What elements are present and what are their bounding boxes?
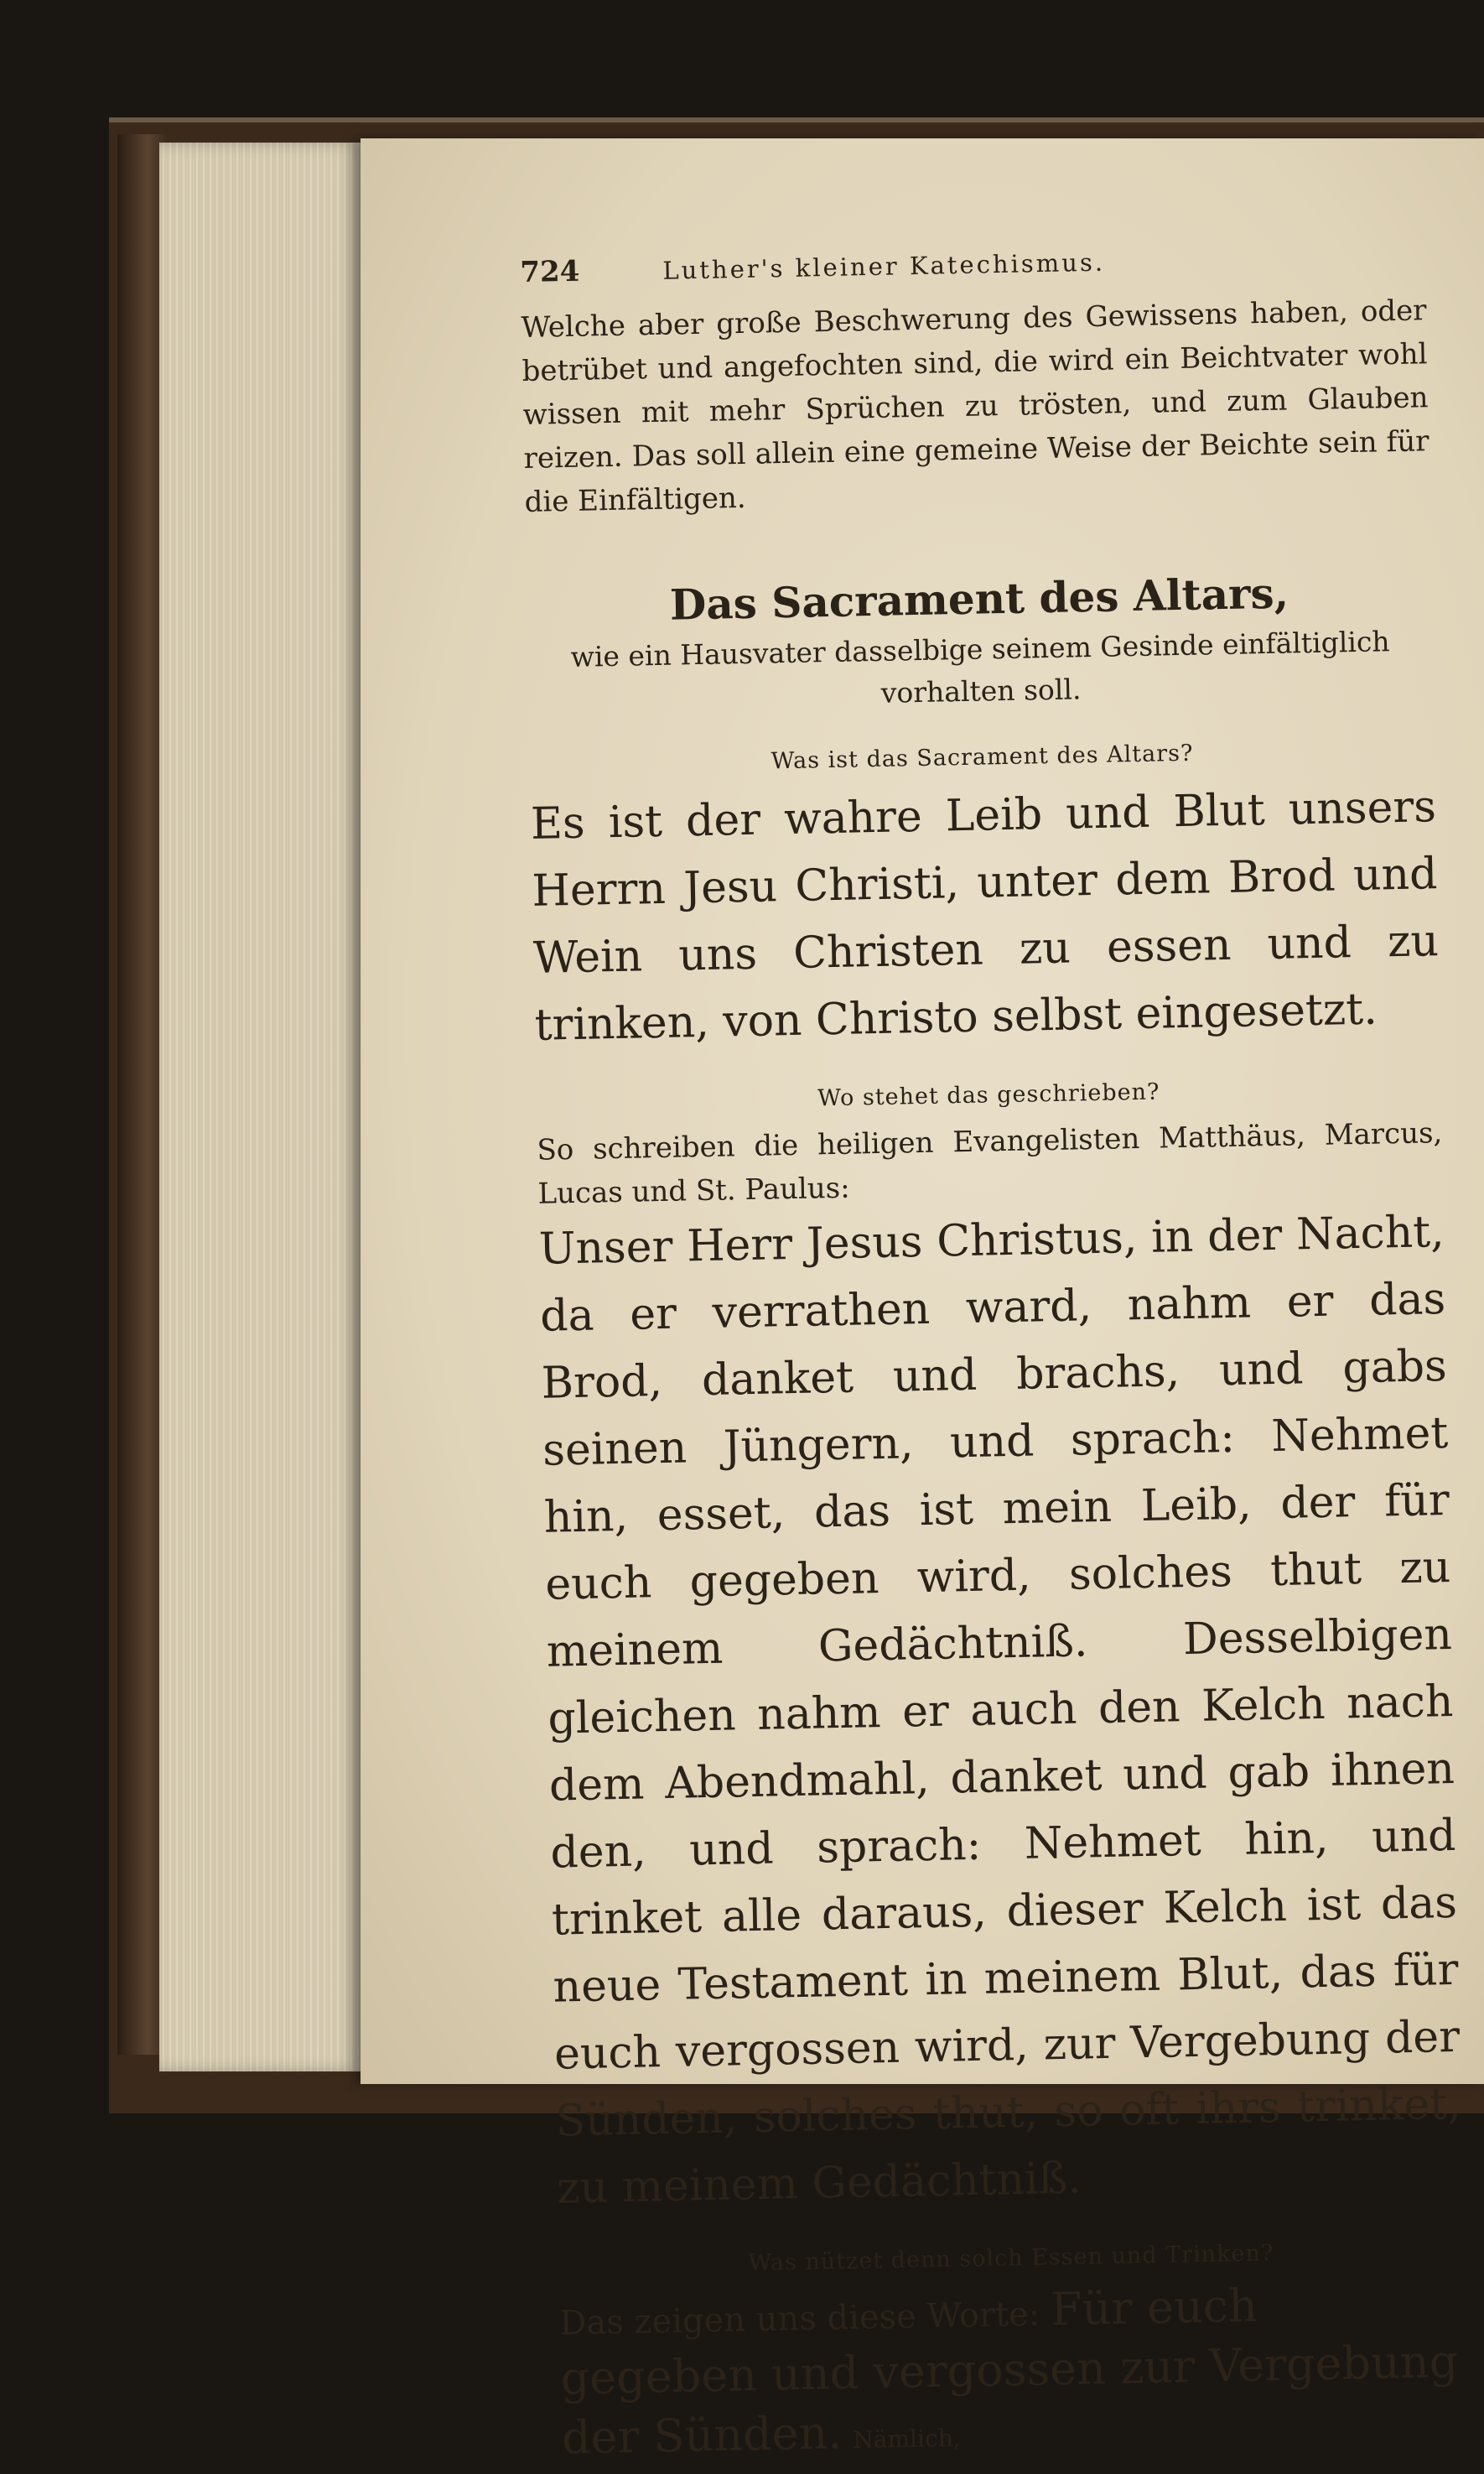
section-heading: Das Sacrament des Altars, (669, 568, 1289, 630)
question-1: Was ist das Sacrament des Altars? (771, 740, 1194, 775)
answer-1: Es ist der wahre Leib und Blut unsers Herrn Jesu Christi, unter dem Brod und Wein uns Christen zu essen und zu trinken, von Christo selbst eingesetzt. (530, 782, 1440, 1051)
answer-3-start: Das zeigen uns diese Worte: (558, 2295, 1040, 2343)
section-subheading: wie ein Hausvater dasselbige seinem Gesinde einfältiglich vorhalten soll. (570, 625, 1390, 709)
intro-paragraph: Welche aber große Beschwerung des Gewissens haben, oder betrübet und angefochten sind, die wird ein Beichtvater wohl wissen mit mehr Sprüchen zu trösten, und zum Glauben reizen. Das soll allein eine gemeine Weise der Beichte sein für die Einfältigen. (521, 294, 1430, 519)
running-title: Luther's kleiner Katechismus. (662, 247, 1106, 285)
book-page (361, 138, 1484, 2465)
answer-3 (559, 2274, 1468, 2474)
page-content (520, 238, 1468, 2473)
answer-2-intro: So schreiben die heiligen Evangelisten Matthäus, Marcus, Lucas und St. Paulus: (537, 1116, 1443, 1211)
question-3: Was nützet denn solch Essen und Trinken? (748, 2240, 1274, 2277)
page-edges (159, 143, 361, 2071)
answer-3-tail: Nämlich, (853, 2424, 961, 2454)
answer-3-quote: Für euch gegeben und vergossen zur Vergebung der Sünden. (559, 2279, 1459, 2465)
page-number: 724 (520, 254, 580, 289)
answer-2-text: Unser Herr Jesus Christus, in der Nacht, da er verrathen ward, nahm er das Brod, danket und brachs, und gabs seinen Jüngern, und sprach: Nehmet hin, esset, das ist mein Leib, der für euch gegeben wird, solches thut zu meinem Gedächtniß. Desselbigen gleichen nahm er auch den Kelch nach dem Abendmahl, danket und gab ihnen den, und sprach: Nehmet hin, und trinket alle daraus, dieser Kelch ist das neue Testament in meinem Blut, das für euch vergossen wird, zur Vergebung der Sünden, solches thut, so oft ihrs trinket, zu meinem Gedächtniß. (538, 1207, 1462, 2214)
question-2: Wo stehet das geschrieben? (817, 1078, 1160, 1112)
